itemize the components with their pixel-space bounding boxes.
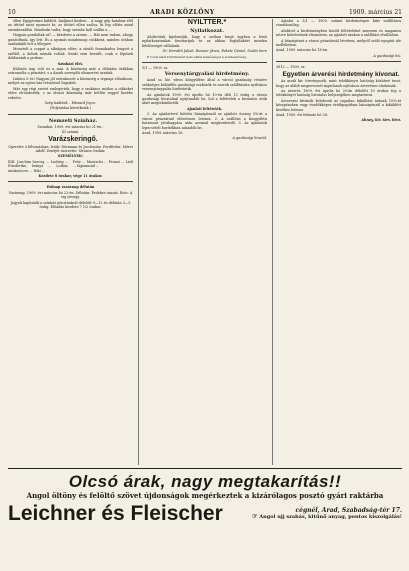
play-description: Operette 3 felvonásban. Irták: Dörmann és Jacobsohn. Fordította: Mérei Adolf. Zenéjét szerzette: Strauss Oszkár. (8, 144, 133, 153)
brand-note: Angol ujj szabás, kitűnő anyag, pontos kiszolgálás! (259, 514, 402, 520)
auction-sign: Ahney, kir. törv. biró. (361, 118, 401, 123)
article-paragraph: Lukács S és! Nagyon jól szórakozott a közönség a tegnapi előadáson, melyet az egész ház tetszéssel fogadott. (8, 76, 133, 86)
auction-place: Arad, 1909. évi február hó 28. (276, 113, 328, 117)
auction-body: Az aradi kir. törvényszék, mint telekkönyvi hatóság közhírré teszi, hogy az alább megnevezett ingatlanok nyilvános árverésen eladatnak. (276, 79, 401, 88)
column-3 (272, 19, 402, 465)
ad-place: Arad, 1909. március 16. (142, 130, 184, 135)
auction-body: Az árverés 1909. évi április hó 20-án délelőtt 10 órakor fog a telekkönyvi hatóság hivatalos helyiségében megtartatni. (276, 88, 401, 98)
notice-title: Nyilatkozat. (190, 28, 224, 34)
cast-left: XIII. Joachim herceg ... Ludwig ... Friederike, leánya ... Lothar, unokaöccse ... Niki ... (8, 159, 69, 173)
brand-address: cégnél, Arad, Szabadság-tér 17. (295, 507, 402, 514)
auction-reference: 3912 — 1909. sz. (276, 65, 306, 70)
ad-body: Arad sz. kir. város közgyűlése által a városi gazdaság részére szükséges különféle gazdasági eszközök és szerek szállítására nyilvános versenytárgyalás hirdettetik. (142, 78, 267, 92)
brand-note-row (252, 514, 402, 520)
divider (8, 114, 133, 115)
cast-right: Fritz ... Montschi ... Franzi ... Lizli ... Sigismund ... (72, 159, 133, 169)
advertisement-banner (8, 468, 402, 563)
auction-title: Egyetlen árverési hirdetmény kivonat. (282, 70, 400, 78)
brand-name: Leichner és Fleischer (8, 502, 223, 525)
ad-brand-row (8, 502, 402, 526)
article-intro: ellen Egyiptomra küldött, hadjárat közben... A nagy gép hatalma elől az úttörő mint nyomott fa; az úttörő ellen szólva, ki fog előtte mind szembeszállni. Mindenki tudta, hogy szembe kell szállni a ... (8, 19, 133, 32)
ad-sign: A gazdasági hivatal. (232, 136, 267, 141)
pointing-hand-icon: ☞ (252, 513, 258, 520)
ad-subline: Angol öltöny és felöltő szövet újdonságok megérkeztek a kizárólagos posztó gyári raktárba (26, 491, 384, 500)
newspaper-title: ARADI KÖZLÖNY (149, 9, 215, 16)
page-number: 10 (8, 9, 16, 16)
offer-paragraph: Alulírott a hirdetményben közölt feltételeket ismerem és magamra nézve kötelezőnek elismerem, az ajánlott árakon a szállítást elvállalom. (276, 28, 401, 38)
next-show-title: Holnap vasárnap délután (46, 185, 95, 190)
time-note: Kezdete 8 órakor, vége 11 órakor. (38, 173, 103, 178)
article-paragraph: Már egy régi esetet emlegettek, hogy a szokásos módon a cikkeket előre elrendezték, s az olvasó közönség már hétfőn reggel kezébe vehette. (8, 86, 133, 100)
theatre-date: Szombat, 1909. évi március hó 21-én : (37, 124, 104, 129)
divider (8, 181, 133, 182)
article-paragraph: Menetelt a csapat a síkságon előre, a zászló fennakadva lengett a széltől, a dobok némák voltak. Senki sem beszélt, csak a lépések dobbantak a porban. (8, 47, 133, 61)
brand-info (252, 508, 402, 520)
article-paragraph: Különös nap volt ez a mai. A közönség már a délutáni órákban ostromolta a pénztárt, s a darab szereplői elismerést arattak. (8, 67, 133, 76)
play-title: Varázskeringő. (48, 135, 98, 143)
offer-sign: A gazdasági hiv. (373, 53, 401, 58)
issue-date: 1909. március 21 (349, 9, 402, 16)
column-1 (8, 19, 133, 465)
ad-title: Versenytárgyalási hirdetmény. (164, 71, 250, 78)
notice-body: Alulírottak kijelentjük, hogy a szóban forgó ügyben a fenti nyilatkozatunkat fenntartjuk és az abban foglaltakért minden felelősséget vállalunk. (142, 35, 267, 48)
column-2 (138, 19, 268, 465)
divider (276, 61, 401, 62)
offer-intro: Ajánlat a 3/1 — 1909. számú hirdetményre kiírt szállításra vonatkozólag. (276, 19, 401, 28)
ticket-info: Jegyek kaphatók a színház pénztáránál délelőtt 9—12 és délután 3—5 óráig. Előadás kezdete 7 1/2 órakor. (10, 200, 131, 209)
section-title: Színházi élet. (57, 61, 84, 66)
next-show: Vasárnap, 1909. évi március hó 22-én. Délután: Érdekes utazás. Este: A vig özvegy. (8, 190, 133, 200)
continuation-note: (Folytatása következik.) (50, 106, 91, 111)
theatre-performance-number: 41 számú. (61, 130, 80, 135)
auction-body: Árverezni kívánók kötelesek az ingatlan kikiáltási árának 10%-át készpénzben vagy óvadékképes értékpapírban bánatpénzül a kiküldött kezéhez letenni. (276, 98, 401, 112)
newspaper-page (8, 6, 402, 564)
ad-body: Az ajánlatok 1909. évi április hó 10-én déli 12 óráig a városi gazdasági hivatalnál nyújtandók be, hol a feltételek a hivatalos órák alatt megtekinthetők. (142, 92, 267, 106)
divider (142, 62, 267, 63)
theatre-title: Nemzeti Színház. (48, 117, 98, 124)
section-title-nyiltter: NYILTTÉR.* (187, 19, 227, 26)
ad-reference: 3/1 — 1909. sz. (142, 66, 169, 71)
ad-terms: 1. Az ajánlattevő köteles bánatpénzül az ajánlott összeg 5%-át a városi pénztárnál előzetesen letenni. 2. A szállítás a közgyűlési határozat jóváhagyása után azonnal megkezdendő. 3. Az ajánlatok lepecsételt borítékban adandók be. (142, 112, 267, 130)
article-signature: Szép hadiérd... Edward Joyce. (44, 100, 97, 105)
ad-terms-title: Ajánlati feltételek. (186, 106, 223, 111)
offer-paragraph: A bánatpénzt a városi pénztárnál letettem, melyről szóló nyugtát ide mellékelem. (276, 38, 401, 48)
page-header (8, 6, 402, 18)
footnote: E rovat alatt közlöttekért nem vállal felelősséget a szerkesztőség. (147, 54, 247, 59)
cast-title: SZEMÉLYEK: (57, 154, 84, 159)
cast-list (8, 160, 133, 174)
ad-headline: Olcsó árak, nagy megtakarítás!! (68, 472, 342, 491)
article-paragraph: Hogyan gondoltak rá? — kérdezte a szeme. — Hát nem tudom, ahogy gondoltunk, így lett. És a nyomás mindennap csökkent, minden órában szabadabb lett a lélegzet. (8, 33, 133, 47)
notice-signers: Dr. Horváth Jakab, Rosmer János, Fekete Dániel, Szabó Imre (162, 49, 267, 54)
columns (8, 19, 402, 465)
offer-place: Arad, 1909. március hó 18-án. (276, 48, 329, 53)
